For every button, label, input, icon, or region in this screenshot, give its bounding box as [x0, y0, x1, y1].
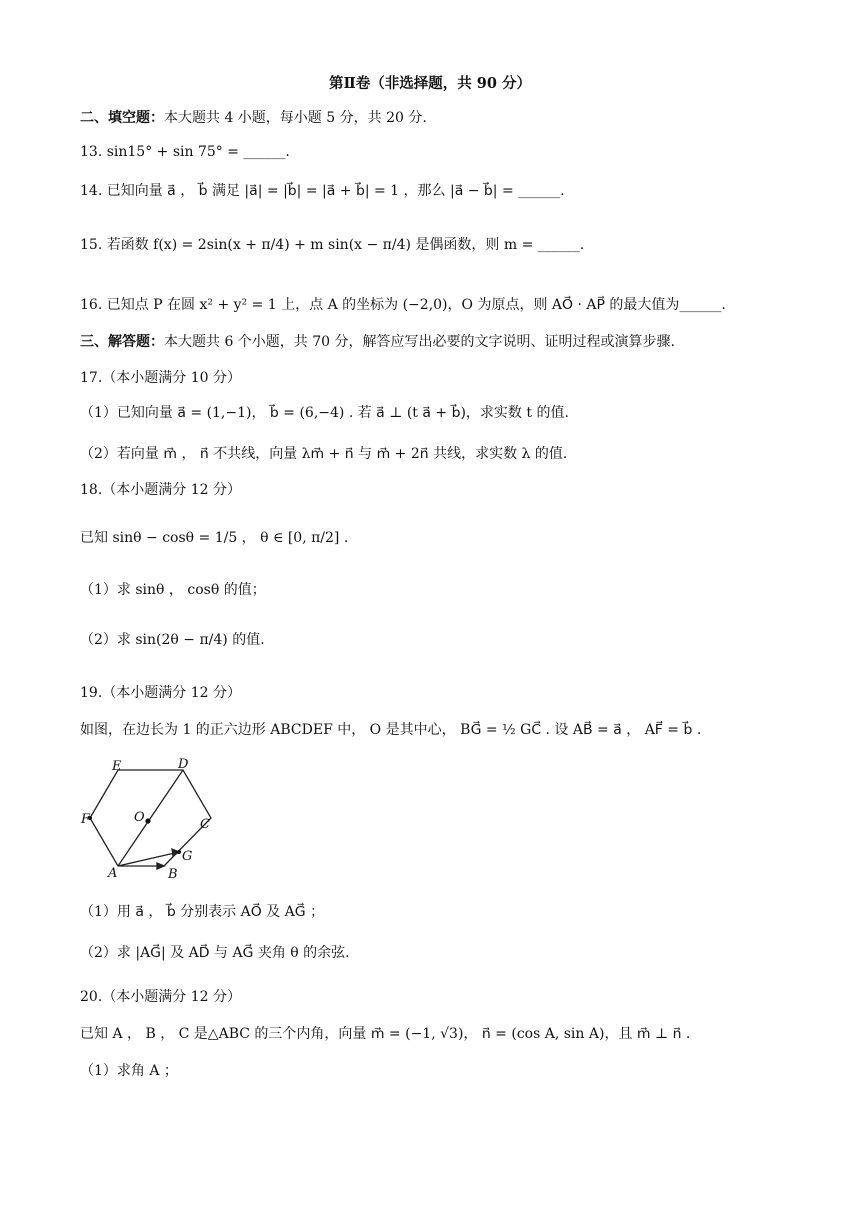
q17-part2: （2）若向量 m⃗ ， n⃗ 不共线，向量 λm⃗ + n⃗ 与 m⃗ + 2n⃗ 共线，求实数 λ 的值.: [80, 446, 568, 462]
q20-part1: （1）求角 A ；: [80, 1063, 178, 1079]
label-O: O: [134, 810, 145, 825]
q19-part1: （1）用 a⃗ ， b⃗ 分别表示 AO⃗ 及 AG⃗ ；: [80, 904, 325, 920]
q17-part1: （1）已知向量 a⃗ = (1,−1)， b⃗ = (6,−4) . 若 a⃗ ⊥ (t a⃗ + b⃗)，求实数 t 的值.: [80, 405, 569, 421]
label-F: F: [81, 812, 91, 827]
part2-desc: 本大题共 4 小题，每小题 5 分，共 20 分.: [164, 110, 427, 126]
question-14: 14. 已知向量 a⃗ ， b⃗ 满足 |a⃗| = |b⃗| = |a⃗ + b⃗| = 1 ，那么 |a⃗ − b⃗| = ______.: [80, 183, 565, 199]
q19-part2: （2）求 |AG⃗| 及 AD⃗ 与 AG⃗ 夹角 θ 的余弦.: [80, 945, 350, 961]
hexagon-figure: [78, 758, 228, 880]
part2-heading: [80, 108, 770, 128]
q19-heading: 19.（本小题满分 12 分）: [80, 685, 241, 701]
q19-given: 如图，在边长为 1 的正六边形 ABCDEF 中， O 是其中心， BG⃗ = ½ GC⃗ . 设 AB⃗ = a⃗ ， AF⃗ = b⃗ .: [80, 722, 702, 738]
question-15: 15. 若函数 f(x) = 2sin(x + π/4) + m sin(x − π/4) 是偶函数，则 m = ______.: [80, 237, 585, 253]
question-16: 16. 已知点 P 在圆 x² + y² = 1 上，点 A 的坐标为 (−2,0)，O 为原点，则 AO⃗ · AP⃗ 的最大值为______.: [80, 297, 726, 313]
label-G: G: [182, 849, 193, 864]
arrow-AB: [157, 863, 164, 869]
q20-given: 已知 A ， B ， C 是△ABC 的三个内角，向量 m⃗ = (−1, √3)， n⃗ = (cos A, sin A)，且 m⃗ ⊥ n⃗ .: [80, 1026, 691, 1042]
label-E: E: [112, 759, 122, 774]
label-B: B: [168, 867, 178, 880]
q17-heading: 17.（本小题满分 10 分）: [80, 370, 241, 386]
q18-given: 已知 sinθ − cosθ = 1/5 ， θ ∈ [0, π/2] .: [80, 530, 349, 546]
q18-heading: 18.（本小题满分 12 分）: [80, 482, 241, 498]
part3-heading: [80, 332, 770, 352]
label-D: D: [178, 758, 189, 772]
label-C: C: [200, 817, 210, 832]
section-title: 第Ⅱ卷（非选择题，共 90 分）: [329, 75, 531, 92]
part2-label: 二、填空题：: [80, 110, 164, 126]
part3-desc: 本大题共 6 个小题，共 70 分，解答应写出必要的文字说明、证明过程或演算步骤.: [164, 334, 675, 350]
question-13: 13. sin15° + sin 75° = ______.: [80, 144, 290, 160]
point-O: [145, 818, 150, 823]
q18-part2: （2）求 sin(2θ − π/4) 的值.: [80, 632, 265, 648]
segment-AG: [118, 852, 179, 866]
label-A: A: [108, 866, 118, 880]
q18-part1: （1）求 sinθ ， cosθ 的值；: [80, 582, 266, 598]
q20-heading: 20.（本小题满分 12 分）: [80, 989, 241, 1005]
part3-label: 三、解答题：: [80, 334, 164, 350]
point-G: [177, 850, 181, 854]
